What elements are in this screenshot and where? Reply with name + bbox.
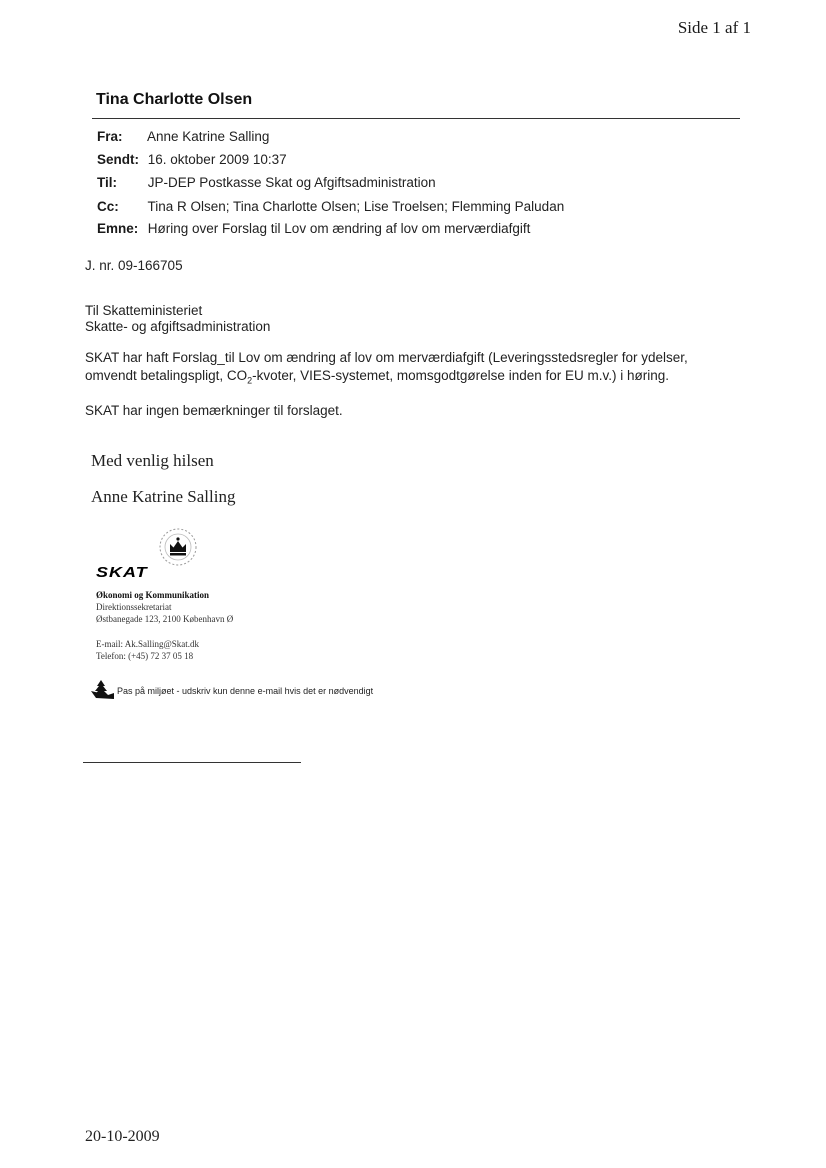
subject-row	[97, 221, 530, 236]
from-label: Fra:	[97, 129, 123, 144]
from-row	[97, 129, 269, 144]
footer-divider	[83, 762, 301, 763]
subject-value: Høring over Forslag til Lov om ændring af lov om merværdiafgift	[147, 221, 531, 236]
environment-note: Pas på miljøet - udskriv kun denne e-mail hvis det er nødvendigt	[117, 686, 374, 696]
header-divider	[92, 118, 740, 119]
recipient-line-2: Skatte- og afgiftsadministration	[85, 319, 271, 334]
co2-subscript: 2	[247, 375, 253, 386]
journal-number: J. nr. 09-166705	[85, 258, 183, 273]
phone-number: Telefon: (+45) 72 37 05 18	[96, 651, 194, 661]
closing-greeting: Med venlig hilsen	[91, 451, 214, 470]
crown-seal-icon	[158, 527, 198, 567]
skat-logo: SKAT	[96, 564, 148, 580]
org-unit: Økonomi og Kommunikation	[96, 590, 210, 600]
sent-label: Sendt:	[97, 152, 139, 167]
page-number: Side 1 af 1	[677, 18, 751, 37]
signature-name: Anne Katrine Salling	[91, 487, 236, 506]
paragraph-1-line-1: SKAT har haft Forslag_til Lov om ændring af lov om merværdiafgift (Leveringsstedsregler for ydelser,	[85, 350, 688, 365]
cc-value: Tina R Olsen; Tina Charlotte Olsen; Lise Troelsen; Flemming Paludan	[147, 199, 565, 214]
to-label: Til:	[97, 175, 117, 190]
print-date: 20-10-2009	[85, 1128, 160, 1145]
paragraph-1-line-2	[85, 368, 669, 386]
recipient-line-1: Til Skatteministeriet	[85, 303, 203, 318]
cc-label: Cc:	[97, 199, 119, 214]
to-value: JP-DEP Postkasse Skat og Afgiftsadministration	[147, 175, 436, 190]
paragraph-2: SKAT har ingen bemærkninger til forslaget.	[85, 403, 343, 418]
paragraph-1-line-2-start: omvendt betalingspligt, CO	[85, 368, 248, 383]
cc-row	[97, 199, 564, 214]
department: Direktionssekretariat	[96, 602, 172, 612]
from-value: Anne Katrine Salling	[147, 129, 270, 144]
address: Østbanegade 123, 2100 København Ø	[96, 614, 234, 624]
paragraph-1-line-2-end: -kvoter, VIES-systemet, momsgodtgørelse inden for EU m.v.) i høring.	[252, 368, 669, 383]
sent-value: 16. oktober 2009 10:37	[147, 152, 287, 167]
tree-printer-icon	[90, 679, 115, 701]
subject-label: Emne:	[97, 221, 139, 236]
email-address: E-mail: Ak.Salling@Skat.dk	[96, 639, 200, 649]
sent-row	[97, 152, 287, 167]
author-name: Tina Charlotte Olsen	[96, 91, 253, 108]
to-row	[97, 175, 436, 190]
